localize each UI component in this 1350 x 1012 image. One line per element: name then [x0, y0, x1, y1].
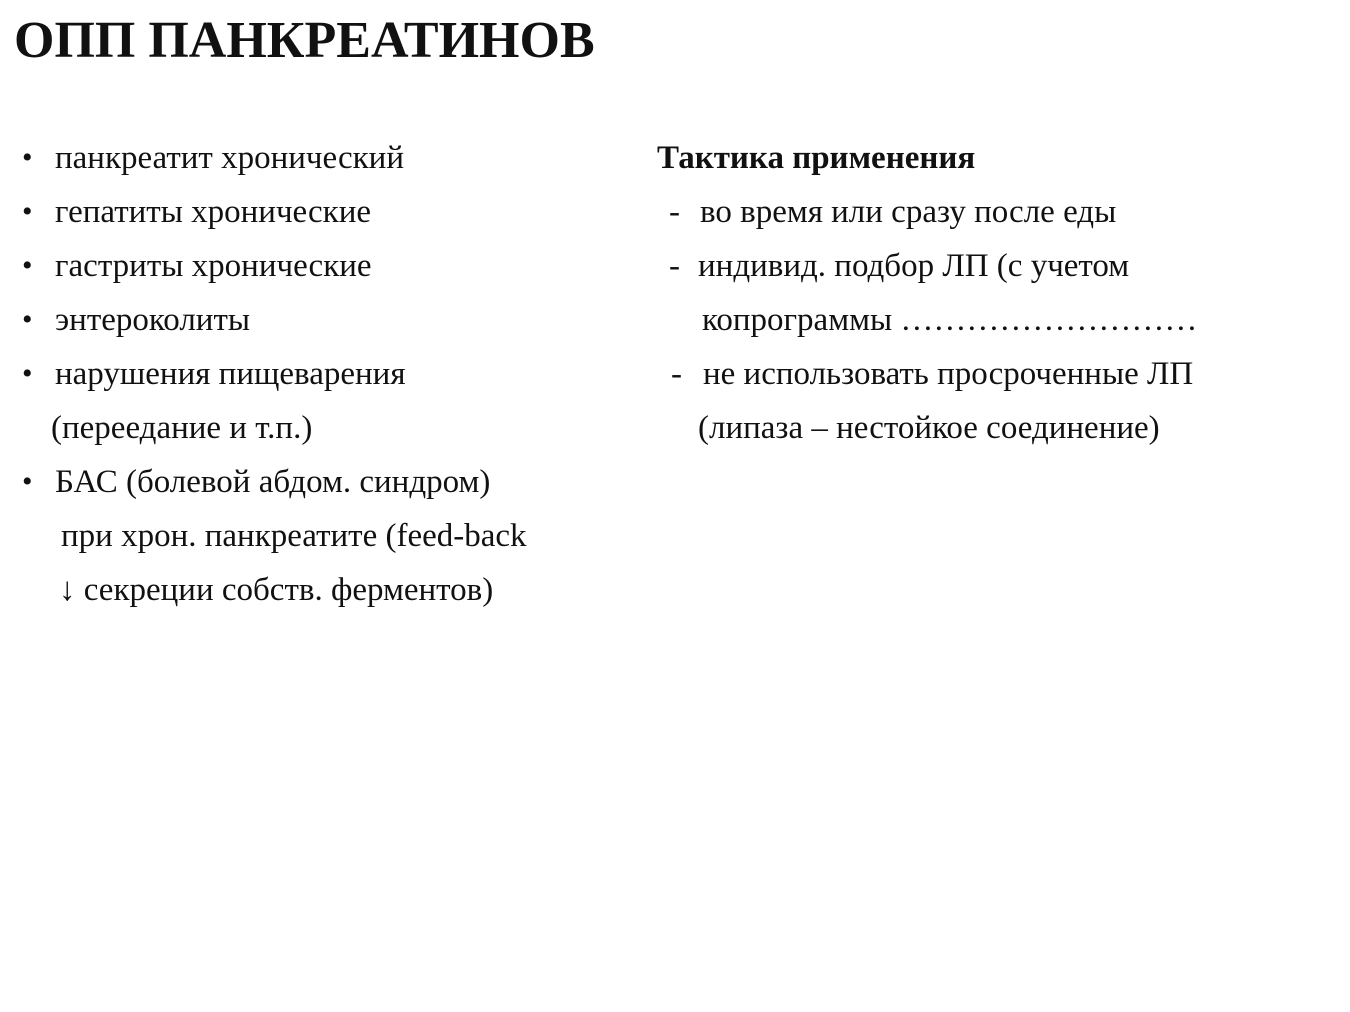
tactics-item: во время или сразу после еды — [700, 194, 1117, 230]
bullet-icon: • — [22, 465, 33, 498]
list-item: гастриты хронические — [55, 248, 372, 284]
tactics-item-continuation: (липаза – нестойкое соединение) — [698, 410, 1160, 446]
list-item-continuation: при хрон. панкреатите (feed-back — [61, 518, 527, 554]
tactics-item: не использовать просроченные ЛП — [703, 356, 1194, 392]
list-item: нарушения пищеварения — [55, 356, 406, 392]
bullet-icon: • — [22, 141, 33, 174]
list-item-continuation: (переедание и т.п.) — [51, 410, 313, 446]
list-item: панкреатит хронический — [55, 140, 404, 176]
list-item-continuation: ↓ секреции собств. ферментов) — [59, 572, 494, 608]
tactics-item: индивид. подбор ЛП (с учетом — [698, 248, 1130, 284]
tactics-heading: Тактика применения — [657, 140, 976, 176]
bullet-icon: • — [22, 249, 33, 282]
bullet-icon: • — [22, 357, 33, 390]
list-item: БАС (болевой абдом. синдром) — [55, 464, 491, 500]
tactics-item-continuation: копрограммы ……………………… — [702, 302, 1198, 338]
dash-icon: - — [669, 194, 680, 230]
dash-icon: - — [671, 356, 682, 392]
list-item: гепатиты хронические — [55, 194, 371, 230]
bullet-icon: • — [22, 195, 33, 228]
bullet-icon: • — [22, 303, 33, 336]
slide-title: ОПП ПАНКРЕАТИНОВ — [14, 12, 595, 69]
dash-icon: - — [669, 248, 680, 284]
list-item: энтероколиты — [55, 302, 251, 338]
